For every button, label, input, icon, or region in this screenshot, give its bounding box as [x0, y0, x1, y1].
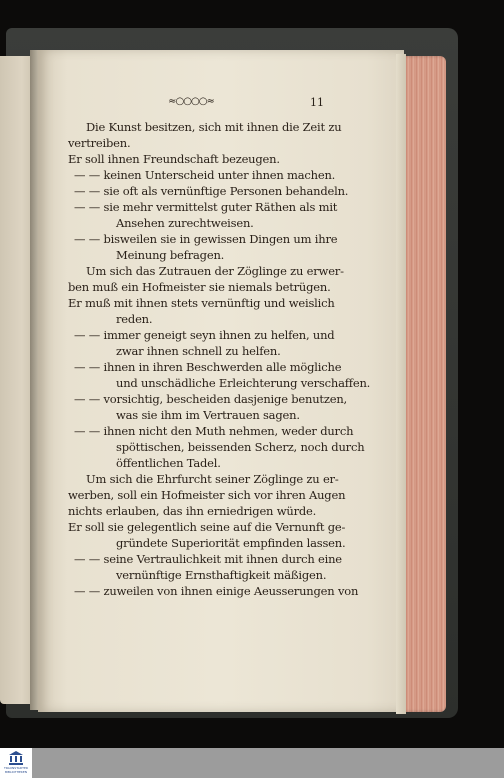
- text-line: ben muß ein Hofmeister sie niemals betrügen.: [68, 280, 331, 294]
- text-line: Um sich das Zutrauen der Zöglinge zu erwer-: [86, 264, 344, 278]
- text-line: und unschädliche Erleichterung verschaffen.: [116, 376, 371, 390]
- header-ornament: ≈○○○○≈: [168, 96, 214, 107]
- library-logo-text-line1: TRAUNSTADTER: [4, 766, 28, 770]
- text-line: vertreiben.: [68, 136, 131, 150]
- library-logo: [0, 748, 32, 778]
- text-line: werben, soll ein Hofmeister sich vor ihren Augen: [68, 488, 346, 502]
- text-line: Er soll ihnen Freundschaft bezeugen.: [68, 152, 280, 166]
- text-line: reden.: [116, 312, 153, 326]
- text-line: öffentlichen Tadel.: [116, 456, 221, 470]
- text-line: — — ihnen in ihren Beschwerden alle mögliche: [74, 360, 342, 374]
- text-line: — — zuweilen von ihnen einige Aeusserungen von: [74, 584, 359, 598]
- text-line: — — seine Vertraulichkeit mit ihnen durch eine: [74, 552, 342, 566]
- text-line: spöttischen, beissenden Scherz, noch durch: [116, 440, 365, 454]
- library-logo-text-line2: BIBLIOTHEKEN: [4, 769, 27, 774]
- text-line: — — bisweilen sie in gewissen Dingen um ihre: [74, 232, 338, 246]
- text-line: Er soll sie gelegentlich seine auf die Vernunft ge-: [68, 520, 346, 534]
- library-building-icon: [8, 750, 24, 766]
- text-line: Meinung befragen.: [116, 248, 225, 262]
- text-line: — — sie mehr vermittelst guter Räthen als mit: [74, 200, 338, 214]
- page-edge-cap: [396, 54, 406, 714]
- text-line: Um sich die Ehrfurcht seiner Zöglinge zu er-: [86, 472, 339, 486]
- text-line: — — keinen Unterscheid unter ihnen machen.: [74, 168, 336, 182]
- text-line: was sie ihm im Vertrauen sagen.: [116, 408, 300, 422]
- text-line: — — vorsichtig, bescheiden dasjenige benutzen,: [74, 392, 347, 406]
- footer-bar: [0, 748, 504, 778]
- page-number: 11: [310, 96, 324, 109]
- text-line: nichts erlauben, das ihn erniedrigen würde.: [68, 504, 317, 518]
- library-logo-text: [0, 767, 32, 774]
- text-line: Die Kunst besitzen, sich mit ihnen die Zeit zu: [86, 120, 342, 134]
- page-edges: [400, 56, 446, 712]
- text-line: gründete Superiorität empfinden lassen.: [116, 536, 346, 550]
- text-line: zwar ihnen schnell zu helfen.: [116, 344, 281, 358]
- text-line: — — sie oft als vernünftige Personen behandeln.: [74, 184, 349, 198]
- text-line: vernünftige Ernsthaftigkeit mäßigen.: [116, 568, 327, 582]
- text-line: Ansehen zurechtweisen.: [116, 216, 254, 230]
- text-line: — — ihnen nicht den Muth nehmen, weder durch: [74, 424, 354, 438]
- text-line: Er muß mit ihnen stets vernünftig und weislich: [68, 296, 335, 310]
- text-line: — — immer geneigt seyn ihnen zu helfen, und: [74, 328, 335, 342]
